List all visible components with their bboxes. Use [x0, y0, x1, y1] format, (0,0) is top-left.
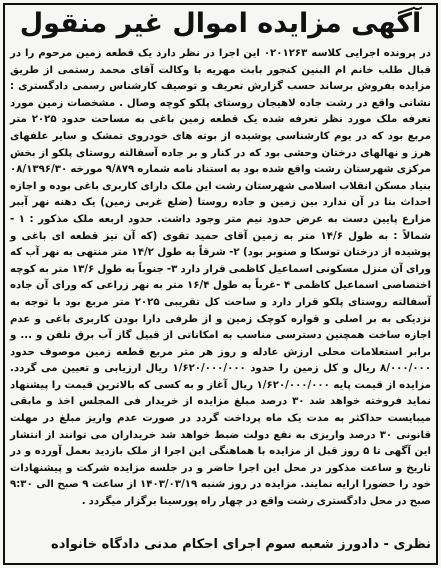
notice-title: آگهی مزایده اموال غیر منقول [19, 8, 422, 39]
notice-signature: نظری - دادورز شعبه سوم اجرای احکام مدنی دادگاه خانواده [51, 537, 431, 552]
notice-body: در پرونده اجرایی کلاسه ۰۲۰۱۲۶۳ این اجرا در نظر دارد یک قطعه زمین مرحوم را در قبال طلب خانم ام البنین کنجور بابت مهریه با وکالت آقای محمد رستمی از طریق مزایده بفروش برساند حسب گزارش تعریف و توصیف کارشناس رسمی دادگستری : نشانی واقع در رشت جاده لاهیجان روستای پلکو کوچه وصال . مشخصات زمین مورد تعرفه ملک مورد نظر تعرفه شده یک قطعه زمین باغی به مساحت حدود ۲۰۲۵ متر مربع بود که در یوم کارشناسی پوشیده از بوته های خودروی تمشک و سایر علفهای هرز و نهالهای درختان وحشی بود که در کنار و بر جاده آسفالته روستای پلکو از بخش مرکزی شهرستان رشت واقع شده بود به استناد نامه شماره ۹/۸۷۹ مورخه ۰۸/۱۳۹۶/۳۰ بنیاد مسکن انقلاب اسلامی شهرستان رشت این ملک دارای کاربری باغی بوده و اجازه احداث بنا در آن ندارد بین زمین و جاده روستا (ضلع غربی زمین) یک دهنه نهر آببر مزارع پایین دست به عرض حدود نیم متر وجود داشت. حدود اربعه ملک مذکور : ۱ - شمالاً : به طول ۱۴/۶ متر به زمین آقای حمید تقوی (که آن نیز قطعه ای باغی و پوشیده از درختان توسکا و صنوبر بود) ۲- شرقاً به طول ۱۴/۲ متر منتهی به نهر آب که ورای آن منزل مسکونی اسماعیل کاظمی قرار دارد ۳- جنوباً به طول ۱۳/۶ متر به کوچه اختصاصی اسماعیل کاظمی ۴ -غرباً به طول ۱۶/۴ متر به نهر زراعی که ورای آن جاده آسفالته روستای پلکو قرار دارد و ساحت کل تقریبی ۲۰۲۵ متر مربع بود با توجه به نزدیکی به بر اصلی و قواره کوچک زمین و از طرفی دارا بودن کاربری باغی و عدم اجازه ساخت همچنین دسترسی مناسب به امکاناتی از قبیل گاز آب برق تلفن و ... و برابر استعلامات محلی ارزش عادله و روز هر متر مربع قطعه زمین موصوف حدود ۸/۰۰۰/۰۰۰ ریال و کل زمین را حدود ۱/۶۲۰/۰۰۰/۰۰۰ ریال ارزیابی و تعیین می گردد. مزایده از قیمت پایه ۱/۶۲۰/۰۰۰/۰۰۰ ریال آغاز و به کسی که بالاترین قیمت را پیشنهاد نماید فروخته خواهد شد ۳۰ درصد مبلغ مزایده از خریدار فی المجلس اخذ و مابقی میبایست حداکثر به مدت یک ماه پرداخت گردد در صورت عدم واریز مبلغ در مهلت قانونی ۳۰ درصد واریزی به نفع دولت ضبط خواهد شد خریداران می توانند از انتشار این آگهی تا ۵ روز قبل از مزایده با هماهنگی این اجرا از ملک بازدید بعمل آورده و در تاریخ و ساعت مذکور در محل این اجرا حاضر و در جلسه مزایده شرکت و پیشنهادات خود را حضورا ارایه نمایند. مزایده در روز شنبه ۱۴۰۳/۰۳/۱۹ از ساعت ۹ صبح الی ۹:۳۰ صبح در محل دادگستری رشت واقع در چهار راه پورسینا برگزار میگردد . [10, 48, 432, 508]
